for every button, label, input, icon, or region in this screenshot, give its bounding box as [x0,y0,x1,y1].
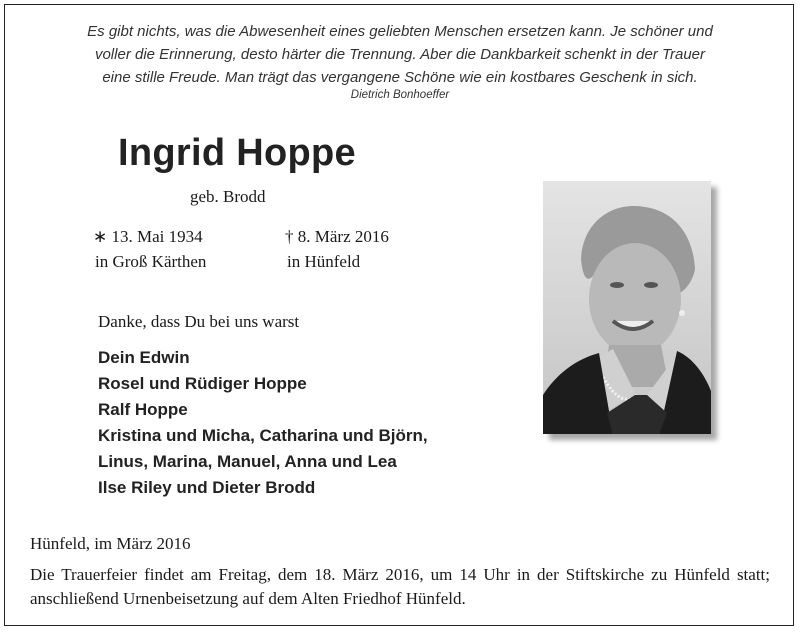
quote-line: eine stille Freude. Man trägt das vergangene Schöne wie ein kostbares Geschenk in sich. [102,69,698,86]
bonhoeffer-quote [40,20,760,89]
birth-date: ∗ 13. Mai 1934 [93,227,203,246]
death-place: in Hünfeld [287,252,361,271]
portrait-photo [543,181,711,434]
birth-place: in Groß Kärthen [95,252,207,271]
mourner-line: Rosel und Rüdiger Hoppe [98,374,307,393]
funeral-notice: Die Trauerfeier findet am Freitag, dem 18. März 2016, um 14 Uhr in der Stiftskirche zu Hünfeld statt; anschließend Urnenbeisetzung auf dem Alten Friedhof Hünfeld. [30,565,770,608]
quote-line: Es gibt nichts, was die Abwesenheit eines geliebten Menschen ersetzen kann. Je schöner und [87,23,713,40]
mourner-line: Kristina und Micha, Catharina und Björn, [98,426,428,445]
mourner-line: Linus, Marina, Manuel, Anna und Lea [98,452,397,471]
mourner-line: Dein Edwin [98,348,190,367]
thanks-line: Danke, dass Du bei uns warst [98,312,300,331]
mourner-line: Ralf Hoppe [98,400,188,419]
mourners-list [98,345,428,501]
death-date: † 8. März 2016 [285,227,389,246]
quote-line: voller die Erinnerung, desto härter die Trennung. Aber die Dankbarkeit schenkt in der Trauer [94,46,706,63]
place-date: Hünfeld, im März 2016 [30,534,191,553]
maiden-name: geb. Brodd [190,187,266,206]
mourner-line: Ilse Riley und Dieter Brodd [98,478,316,497]
deceased-name: Ingrid Hoppe [118,132,356,174]
quote-author: Dietrich Bonhoeffer [350,89,450,101]
